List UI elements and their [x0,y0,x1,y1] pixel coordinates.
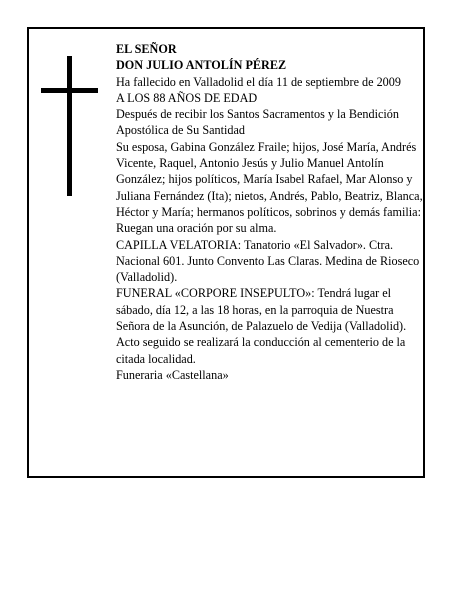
death-announcement: Ha fallecido en Valladolid el día 11 de septiembre de 2009 [116,74,401,89]
cross-icon-horizontal-bar [41,88,98,93]
prayer-request: Ruegan una oración por su alma. [116,221,277,236]
obituary-notice [27,27,425,478]
age-line: A LOS 88 AÑOS DE EDAD [116,90,258,105]
sacraments-line: Después de recibir los Santos Sacramentos y la Bendición Apostólica de Su Santidad [116,107,399,138]
funeral-home: Funeraria «Castellana» [116,367,229,382]
cross-icon-vertical-bar [67,56,72,196]
family-list: Su esposa, Gabina González Fraile; hijos, José María, Andrés Vicente, Raquel, Antonio Jesús y Julio Manuel Antolín González; hijos políticos, María Isabel Rafael, Mar Alonso y Juliana Fernández (Ita); nietos, Andrés, Pablo, Beatriz, Blanca, Héctor y María; hermanos políticos, sobrinos y demás familia: [116,139,423,219]
notice-text [116,41,428,383]
chapel-info: CAPILLA VELATORIA: Tanatorio «El Salvador». Ctra. Nacional 601. Junto Convento Las Claras. Medina de Rioseco (Valladolid). [116,237,420,285]
title-line-1: EL SEÑOR [116,42,177,56]
deceased-name: DON JULIO ANTOLÍN PÉREZ [116,58,287,73]
funeral-info: FUNERAL «CORPORE INSEPULTO»: Tendrá lugar el sábado, día 12, a las 18 horas, en la parroquia de Nuestra Señora de la Asunción, de Palazuelo de Vedija (Valladolid). Acto seguido se realizará la conducción al cementerio de la citada localidad. [116,286,407,366]
